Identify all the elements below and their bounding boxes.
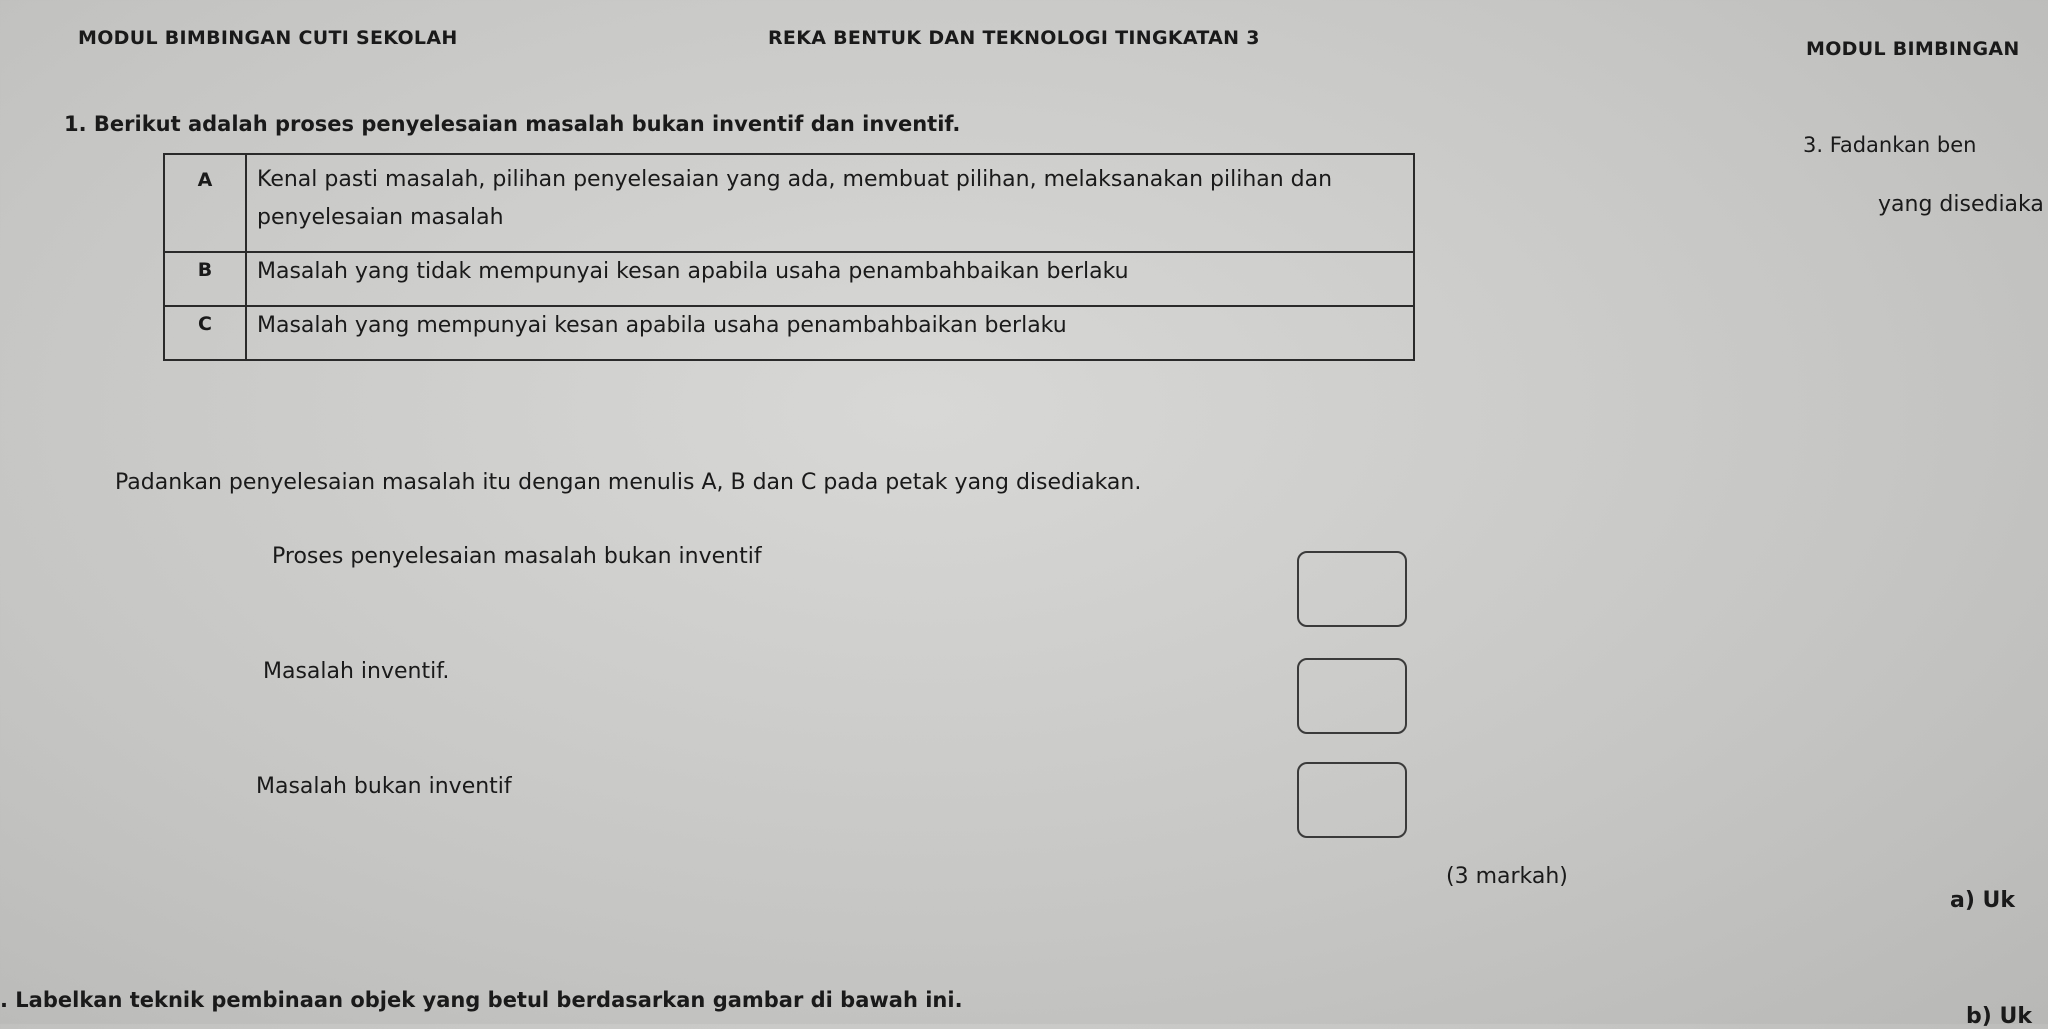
question-3-line2: yang disediaka (1878, 192, 2044, 217)
question-2-text: . Labelkan teknik pembinaan objek yang betul berdasarkan gambar di bawah ini. (0, 988, 963, 1012)
table-row (164, 306, 1414, 360)
table-row (164, 154, 1414, 252)
answer-box-1[interactable] (1297, 551, 1407, 627)
row-label: A (164, 154, 246, 252)
item-label-2: Masalah inventif. (263, 659, 450, 684)
item-label-1: Proses penyelesaian masalah bukan inventif (272, 544, 762, 569)
marks-label: (3 markah) (1446, 864, 1568, 889)
header-center: REKA BENTUK DAN TEKNOLOGI TINGKATAN 3 (768, 27, 1260, 49)
header-right: MODUL BIMBINGAN (1806, 38, 2020, 60)
row-text: Kenal pasti masalah, pilihan penyelesaian yang ada, membuat pilihan, melaksanakan pilihan dan penyelesaian masalah (246, 154, 1414, 252)
row-label: C (164, 306, 246, 360)
item-label-3: Masalah bukan inventif (256, 774, 512, 799)
part-a-label: a) Uk (1950, 888, 2016, 913)
answer-box-2[interactable] (1297, 658, 1407, 734)
question-1-text: 1. Berikut adalah proses penyelesaian masalah bukan inventif dan inventif. (64, 112, 961, 136)
answer-box-3[interactable] (1297, 762, 1407, 838)
process-table (163, 153, 1415, 361)
row-text: Masalah yang tidak mempunyai kesan apabila usaha penambahbaikan berlaku (246, 252, 1414, 306)
row-text: Masalah yang mempunyai kesan apabila usaha penambahbaikan berlaku (246, 306, 1414, 360)
header-left: MODUL BIMBINGAN CUTI SEKOLAH (78, 27, 458, 49)
row-label: B (164, 252, 246, 306)
instruction-text: Padankan penyelesaian masalah itu dengan menulis A, B dan C pada petak yang disediakan. (115, 470, 1142, 495)
question-3-text: 3. Fadankan ben (1803, 133, 1977, 157)
part-b-label: b) Uk (1966, 1004, 2032, 1029)
table-row (164, 252, 1414, 306)
